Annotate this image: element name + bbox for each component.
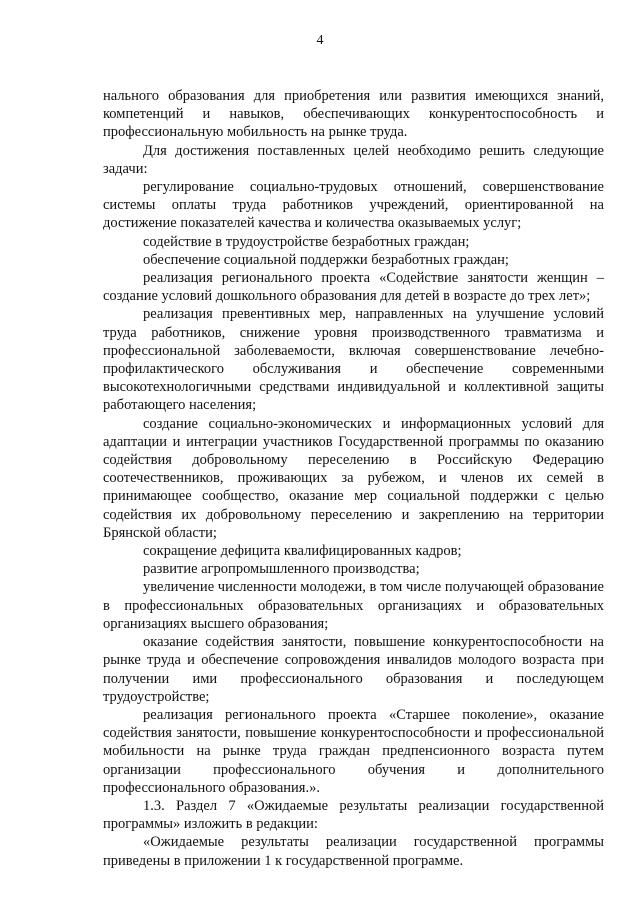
list-item: реализация регионального проекта «Старшее поколение», оказание содействия занятости, повышение конкурентоспособности и профессиональной мобильности на рынке труда граждан предпенсионного возраста путем организации профессионального обучения и дополнительного профессионального образования.». [103,706,604,796]
page-number: 4 [316,33,324,48]
list-item: содействие в трудоустройстве безработных граждан; [143,233,470,250]
list-item: создание социально-экономических и информационных условий для адаптации и интеграции участников Государственной программы по оказанию содействия добровольному переселению в Российскую Федерацию соотечественников, проживающих за рубежом, и членов их семей в принимающее сообщество, оказание мер социальной поддержки с целью содействия их добровольному переселению и закреплению на территории Брянской области; [103,415,604,541]
paragraph: «Ожидаемые результаты реализации государственной программы приведены в приложении 1 к государственной программе. [103,834,604,869]
paragraph: 1.3. Раздел 7 «Ожидаемые результаты реализации государственной программы» изложить в редакции: [103,797,604,833]
document-body [103,87,604,870]
list-item: оказание содействия занятости, повышение конкурентоспособности на рынке труда и обеспечение сопровождения инвалидов молодого возраста при получении ими профессионального образования и последующем трудоустройстве; [103,634,604,705]
list-item: сокращение дефицита квалифицированных кадров; [143,543,462,560]
list-item: реализация регионального проекта «Содействие занятости женщин – создание условий дошкольного образования для детей в возрасте до трех лет»; [103,270,604,305]
paragraph: нального образования для приобретения или развития имеющихся знаний, компетенций и навыков, обеспечивающих конкурентоспособность и профессиональную мобильность на рынке труда. [103,88,604,141]
paragraph: Для достижения поставленных целей необходимо решить следующие задачи: [103,142,604,177]
list-item: обеспечение социальной поддержки безработных граждан; [143,251,509,268]
list-item: регулирование социально-трудовых отношений, совершенствование системы оплаты труда работников учреждений, ориентированной на достижение показателей качества и количества оказываемых услуг; [103,179,604,232]
list-item: развитие агропромышленного производства; [143,561,420,578]
list-item: увеличение численности молодежи, в том числе получающей образование в профессиональных образовательных организациях и образовательных организациях высшего образования; [103,579,604,632]
list-item: реализация превентивных мер, направленных на улучшение условий труда работников, снижение уровня производственного травматизма и профессиональной заболеваемости, включая совершенствование лечебно-профилактического обслуживания и обеспечение современными высокотехнологичными средствами индивидуальной и коллективной защиты работающего населения; [103,306,604,414]
